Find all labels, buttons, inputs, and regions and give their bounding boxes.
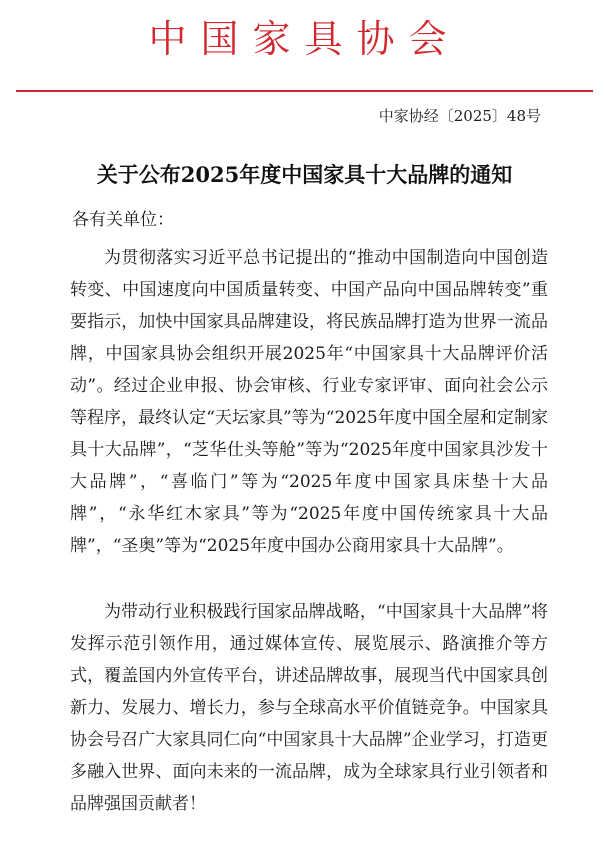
organization-header: 中国家具协会 [148,17,461,61]
red-header-rule [16,90,593,92]
body-paragraph-2: 为带动行业积极践行国家品牌战略，“中国家具十大品牌”将发挥示范引领作用，通过媒体宣传、展览展示、路演推介等方式，覆盖国内外宣传平台，讲述品牌故事，展现当代中国家具创新力、发展力、增长力，参与全球高水平价值链竞争。中国家具协会号召广大家具同仁向“中国家具十大品牌”企业学习，打造更多融入世界、面向未来的一流品牌，成为全球家具行业引领者和品牌强国贡献者！ [70,602,548,814]
document-number: 中家协经〔2025〕48号 [378,107,541,125]
body-paragraph-1: 为贯彻落实习近平总书记提出的“推动中国制造向中国创造转变、中国速度向中国质量转变、中国产品向中国品牌转变”重要指示，加快中国家具品牌建设，将民族品牌打造为世界一流品牌，中国家具协会组织开展2025年“中国家具十大品牌评价活动”。经过企业申报、协会审核、行业专家评审、面向社会公示等程序，最终认定“天坛家具”等为“2025年度中国全屋和定制家具十大品牌”，“芝华仕头等舱”等为“2025年度中国家具沙发十大品牌”，“喜临门”等为“2025年度中国家具床垫十大品牌”，“永华红木家具”等为“2025年度中国传统家具十大品牌”，“圣奥”等为“2025年度中国办公商用家具十大品牌”。 [70,248,548,556]
document-title: 关于公布2025年度中国家具十大品牌的通知 [96,162,513,187]
salutation: 各有关单位： [72,210,174,230]
